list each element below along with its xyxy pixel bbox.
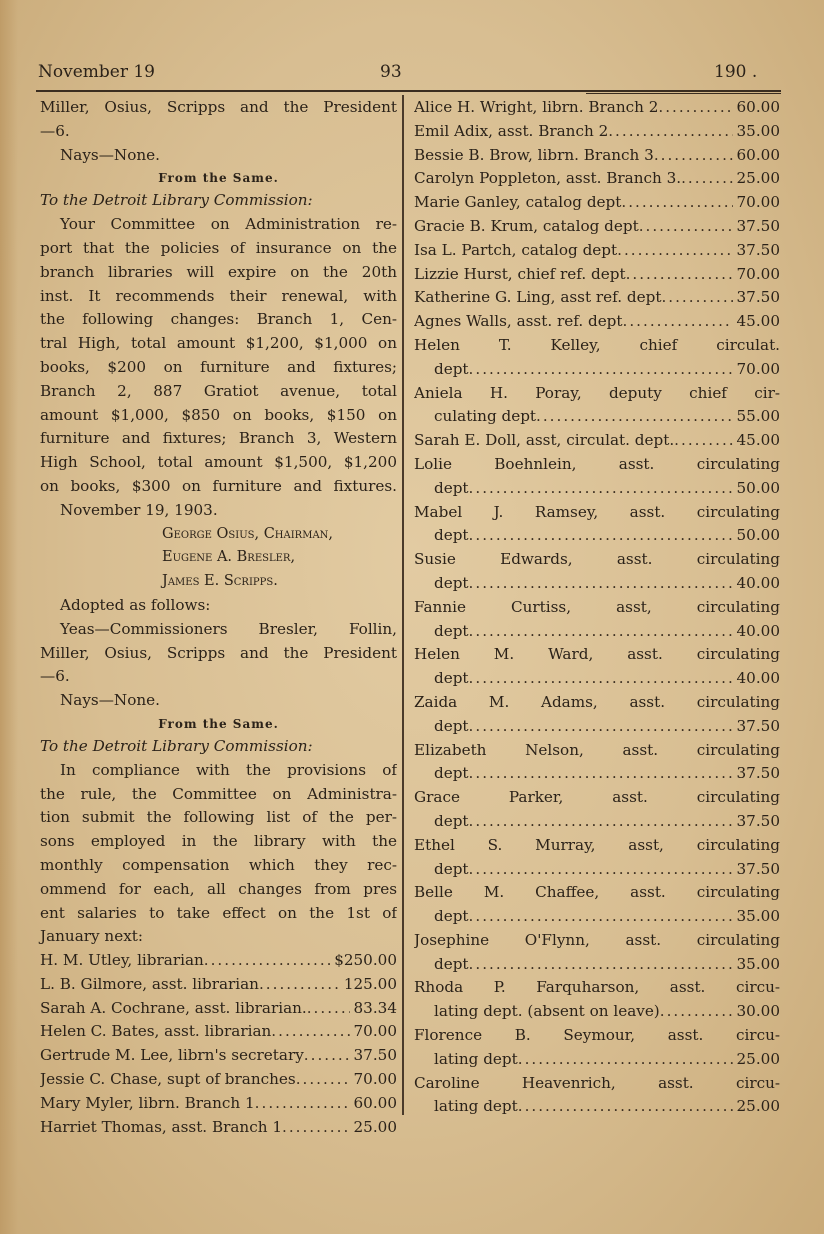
header-year: 190 . [714,62,758,82]
text-line: Zaida M. Adams, asst. circulating [414,692,780,711]
salary-entry [414,762,780,786]
salary-entry [414,810,780,834]
section-heading: From the Same. [158,716,279,731]
leader-dots [469,953,733,977]
header-date: November 19 [38,62,155,82]
salary-amount: 37.50 [736,859,780,878]
salary-amount: 45.00 [736,431,780,450]
text-line: Lolie Boehnlein, asst. circulating [414,454,780,473]
text-line: branch libraries will expire on the 20th [40,262,397,281]
text-line: Nays—None. [60,145,160,164]
leader-dots [304,1044,350,1068]
salary-entry [414,1000,780,1024]
salary-amount: 25.00 [736,1049,780,1068]
leader-dots [469,524,733,548]
salary-entry [414,858,780,882]
employee-name: Emil Adix, asst. Branch 2 [414,121,609,140]
salary-amount: 35.00 [736,121,780,140]
salary-amount: 37.50 [736,240,780,259]
leader-dots [608,120,732,144]
employee-name: dept [434,859,469,878]
leader-dots [469,667,733,691]
salary-amount: 60.00 [353,1093,397,1112]
text-line: Miller, Osius, Scripps and the President [40,98,397,116]
salary-entry [414,286,780,310]
salary-amount: 50.00 [736,478,780,497]
signature-line: James E. Scripps. [162,573,278,590]
employee-name: Harriet Thomas, asst. Branch 1 [40,1117,282,1136]
salary-amount: 70.00 [736,193,780,212]
leader-dots [271,1020,349,1044]
employee-name: Gertrude M. Lee, librn's secretary [40,1046,304,1065]
text-line: Aniela H. Poray, deputy chief cir- [414,383,780,402]
salary-amount: 25.00 [736,169,780,188]
text-line: Fannie Curtiss, asst, circulating [414,597,780,616]
employee-name: Lizzie Hurst, chief ref. dept [414,264,626,283]
text-line: —6. [40,667,70,686]
employee-name: dept [434,621,469,640]
text-line: furniture and fixtures; Branch 3, Western [40,429,397,448]
employee-name: lating dept. (absent on leave) [434,1002,660,1021]
leader-dots [658,96,732,120]
leader-dots [621,191,732,215]
salary-amount: 70.00 [736,359,780,378]
salary-entry [40,949,397,973]
salary-entry [414,263,780,287]
employee-name: dept [434,764,469,783]
salary-amount: 125.00 [343,974,397,993]
page-number: 93 [380,62,402,82]
text-line: Miller, Osius, Scripps and the President [40,643,397,662]
salary-entry [414,358,780,382]
salary-entry [414,191,780,215]
text-line: ent salaries to take effect on the 1st of [40,903,397,922]
text-line: amount $1,000, $850 on books, $150 on [40,405,397,424]
header-rule [36,90,781,92]
salary-entry [414,215,780,239]
leader-dots [639,215,733,239]
salary-amount: 60.00 [736,98,780,116]
employee-name: dept [434,478,469,497]
salary-entry [414,667,780,691]
salary-amount: 70.00 [353,1022,397,1041]
leader-dots [674,429,732,453]
employee-name: Alice H. Wright, librn. Branch 2 [414,98,659,116]
salutation: To the Detroit Library Commission: [40,736,313,755]
text-line: sons employed in the library with the [40,832,397,851]
salutation: To the Detroit Library Commission: [40,191,313,210]
leader-dots [469,762,733,786]
text-line: January next: [40,927,143,946]
salary-amount: 37.50 [736,288,780,307]
salary-entry [414,715,780,739]
employee-name: Agnes Walls, asst. ref. dept [414,312,623,331]
leader-dots [307,997,350,1021]
leader-dots [654,144,733,168]
employee-name: Jessie C. Chase, supt of branches [40,1070,296,1089]
employee-name: dept [434,907,469,926]
salary-entry [414,620,780,644]
text-line: November 19, 1903. [60,500,218,519]
text-line: Rhoda P. Farquharson, asst. circu- [414,978,780,997]
employee-name: dept [434,716,469,735]
leader-dots [469,715,733,739]
text-line: Ethel S. Murray, asst, circulating [414,835,780,854]
text-line: port that the policies of insurance on the [40,238,397,257]
text-line: In compliance with the provisions of [60,760,397,779]
salary-amount: 40.00 [736,669,780,688]
employee-name: Isa L. Partch, catalog dept [414,240,618,259]
salary-entry [414,1095,780,1119]
employee-name: dept [434,573,469,592]
text-line: Mabel J. Ramsey, asst. circulating [414,502,780,521]
leader-dots [469,858,733,882]
text-line: Grace Parker, asst. circulating [414,788,780,807]
salary-amount: 83.34 [353,998,397,1017]
text-line: Adopted as follows: [60,595,211,614]
salary-entry [40,997,397,1021]
employee-name: Sarah A. Cochrane, asst. librarian. [40,998,307,1017]
salary-amount: 60.00 [736,145,780,164]
salary-entry [414,239,780,263]
text-line: Helen T. Kelley, chief circulat. [414,335,780,354]
employee-name: Carolyn Poppleton, asst. Branch 3. [414,169,682,188]
leader-dots [255,1092,350,1116]
left-column [40,96,397,1139]
employee-name: Katherine G. Ling, asst ref. dept [414,288,662,307]
employee-name: dept [434,359,469,378]
salary-amount: 35.00 [736,954,780,973]
salary-amount: 37.50 [736,811,780,830]
employee-name: Mary Myler, librn. Branch 1 [40,1093,255,1112]
text-line: Susie Edwards, asst. circulating [414,550,780,569]
salary-amount: 40.00 [736,573,780,592]
salary-entry [414,310,780,334]
text-line: Florence B. Seymour, asst. circu- [414,1026,780,1045]
text-line: High School, total amount $1,500, $1,200 [40,453,397,472]
right-column [414,96,780,1119]
employee-name: Helen C. Bates, asst. librarian [40,1022,272,1041]
salary-amount: 35.00 [736,907,780,926]
salary-amount: 70.00 [353,1070,397,1089]
leader-dots [661,286,732,310]
salary-amount: 37.50 [736,764,780,783]
column-divider [402,95,404,1115]
leader-dots [518,1048,733,1072]
employee-name: dept [434,526,469,545]
text-line: inst. It recommends their renewal, with [40,286,397,305]
text-line: the rule, the Committee on Administra- [40,784,397,803]
text-line: Yeas—Commissioners Bresler, Follin, [60,619,397,638]
text-line: ommend for each, all changes from pres [40,879,397,898]
text-line: Nays—None. [60,691,160,710]
leader-dots [536,405,732,429]
salary-amount: $250.00 [334,951,397,970]
text-line: tion submit the following list of the per- [40,808,397,827]
leader-dots [469,358,733,382]
leader-dots [259,973,340,997]
employee-name: Sarah E. Doll, asst, circulat. dept. [414,431,675,450]
salary-amount: 37.50 [736,216,780,235]
employee-name: dept [434,669,469,688]
text-line: Belle M. Chaffee, asst. circulating [414,883,780,902]
employee-name: Bessie B. Brow, librn. Branch 3 [414,145,654,164]
leader-dots [204,949,330,973]
salary-entry [414,572,780,596]
salary-amount: 37.50 [353,1046,397,1065]
salary-amount: 30.00 [736,1002,780,1021]
salary-entry [40,1044,397,1068]
salary-amount: 25.00 [353,1117,397,1136]
salary-amount: 37.50 [736,716,780,735]
employee-name: dept [434,954,469,973]
page-header [38,62,778,88]
employee-name: L. B. Gilmore, asst. librarian [40,974,259,993]
text-line: the following changes: Branch 1, Cen- [40,310,397,329]
leader-dots [469,810,733,834]
employee-name: H. M. Utley, librarian [40,951,204,970]
text-line: monthly compensation which they rec- [40,855,397,874]
salary-entry [414,144,780,168]
salary-entry [414,1048,780,1072]
salary-entry [414,477,780,501]
salary-entry [40,1068,397,1092]
leader-dots [617,239,732,263]
salary-amount: 55.00 [736,407,780,426]
text-line: Your Committee on Administration re- [60,215,397,234]
salary-amount: 70.00 [736,264,780,283]
salary-entry [40,1020,397,1044]
leader-dots [469,477,733,501]
salary-entry [414,429,780,453]
employee-name: culating dept [434,407,537,426]
leader-dots [282,1116,350,1140]
header-rule-double [586,93,781,94]
text-line: books, $200 on furniture and fixtures; [40,357,397,376]
salary-entry [40,1092,397,1116]
signature-line: George Osius, Chairman, [162,525,334,542]
leader-dots [296,1068,350,1092]
leader-dots [623,310,733,334]
salary-amount: 40.00 [736,621,780,640]
salary-amount: 50.00 [736,526,780,545]
leader-dots [660,1000,733,1024]
salary-entry [40,1116,397,1140]
leader-dots [518,1095,733,1119]
text-line: Branch 2, 887 Gratiot avenue, total [40,381,397,400]
salary-entry [414,905,780,929]
leader-dots [469,905,733,929]
leader-dots [681,167,732,191]
text-line: tral High, total amount $1,200, $1,000 on [40,334,397,353]
employee-name: Marie Ganley, catalog dept [414,193,622,212]
salary-entry [414,96,780,120]
employee-name: Gracie B. Krum, catalog dept [414,216,639,235]
salary-amount: 25.00 [736,1097,780,1116]
employee-name: dept [434,811,469,830]
text-line: Elizabeth Nelson, asst. circulating [414,740,780,759]
text-line: Caroline Heavenrich, asst. circu- [414,1073,780,1092]
salary-entry [414,120,780,144]
leader-dots [469,620,733,644]
employee-name: lating dept [434,1049,518,1068]
salary-entry [40,973,397,997]
signature-line: Eugene A. Bresler, [162,549,296,566]
salary-entry [414,405,780,429]
text-line: Josephine O'Flynn, asst. circulating [414,930,780,949]
section-heading: From the Same. [158,171,279,186]
leader-dots [469,572,733,596]
employee-name: lating dept [434,1097,518,1116]
salary-entry [414,524,780,548]
text-line: Helen M. Ward, asst. circulating [414,645,780,664]
text-line: —6. [40,121,70,140]
salary-amount: 45.00 [736,312,780,331]
salary-entry [414,167,780,191]
text-line: on books, $300 on furniture and fixtures. [40,476,397,495]
leader-dots [626,263,733,287]
salary-entry [414,953,780,977]
